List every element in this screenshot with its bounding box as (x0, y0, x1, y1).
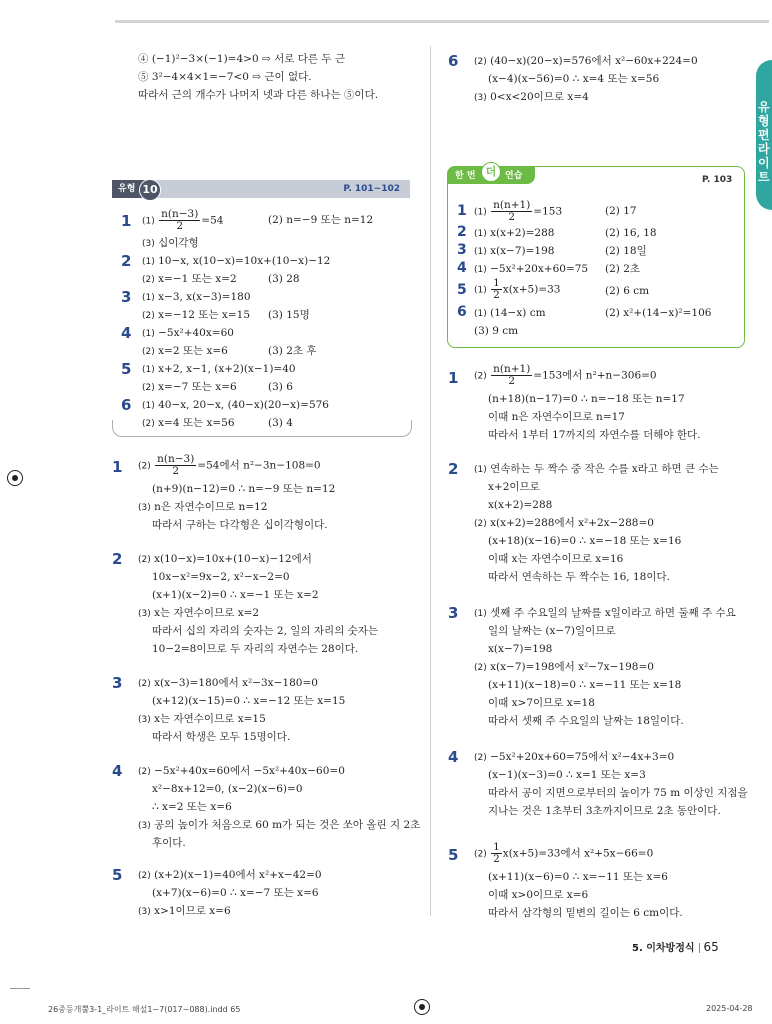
answer-part: (3) 2초 후 (268, 345, 317, 357)
fraction: $\frac{1}{2}$ (493, 277, 500, 301)
solution-line: (2) (40−x)(20−x)=576에서 x²−60x+224=0 (474, 55, 698, 67)
solution-line: 10x−x²=9x−2, x²−x−2=0 (152, 571, 290, 583)
solution-line: 일의 날짜는 (x−7)일이므로 (488, 625, 616, 637)
practice-part: (2) 16, 18 (605, 227, 657, 239)
practice-tab-label-right: 연습 (505, 171, 523, 181)
fraction: $\frac{n(n+1)}{2}$ (493, 199, 531, 223)
footer-date: 2025-04-28 (706, 1004, 753, 1013)
solution-line: (x−1)(x−3)=0 ∴ x=1 또는 x=3 (488, 769, 646, 781)
answer-number: 5 (121, 360, 132, 378)
registration-mark-left (7, 470, 23, 486)
practice-row: (1) $\frac{n(n+1)}{2}$ =153 (474, 199, 563, 223)
answers-box-bottom (112, 420, 412, 437)
solution-number: 4 (448, 748, 459, 766)
practice-row: (1) x(x+2)=288 (474, 227, 555, 239)
answer-row: (2) x=2 또는 x=6 (142, 345, 228, 357)
solution-line: (3) 0<x<20이므로 x=4 (474, 91, 589, 103)
page-number: 65 (703, 940, 719, 954)
answer-number: 4 (121, 324, 132, 342)
solution-number: 3 (112, 674, 123, 692)
solution-line: 따라서 연속하는 두 짝수는 16, 18이다. (488, 571, 670, 583)
folio-separator (699, 943, 700, 953)
practice-number: 4 (457, 260, 467, 276)
solution-line: x²−8x+12=0, (x−2)(x−6)=0 (152, 783, 303, 795)
answer-row: (3) 십이각형 (142, 237, 199, 249)
practice-part: (2) 18일 (605, 245, 647, 257)
solution-line: (2) x(10−x)=10x+(10−x)−12에서 (138, 553, 312, 565)
practice-row: (1) $\frac{1}{2}$ x(x+5)=33 (474, 277, 561, 301)
answer-row: (1) 40−x, 20−x, (40−x)(20−x)=576 (142, 399, 329, 411)
banner-number: 10 (139, 179, 161, 201)
answer-row: (2) x=−12 또는 x=15 (142, 309, 251, 321)
answer-part: (3) 28 (268, 273, 300, 285)
solution-line: (3) x는 자연수이므로 x=15 (138, 713, 266, 725)
answer-row: (2) x=4 또는 x=56 (142, 417, 235, 429)
solution-line: (3) x>1이므로 x=6 (138, 905, 231, 917)
practice-tab (447, 166, 535, 184)
answer-row: (1) x−3, x(x−3)=180 (142, 291, 251, 303)
practice-tab-circle: 더 (481, 162, 501, 182)
solution-number: 1 (112, 458, 123, 476)
solution-line: 이때 n은 자연수이므로 n=17 (488, 411, 625, 423)
column-divider (430, 46, 431, 916)
answer-part: (2) n=−9 또는 n=12 (268, 214, 374, 226)
solution-line: (2) $\frac{1}{2}$ x(x+5)=33에서 x²+5x−66=0 (474, 841, 654, 865)
solution-line: 따라서 삼각형의 밑변의 길이는 6 cm이다. (488, 907, 683, 919)
practice-part: (2) 17 (605, 205, 637, 217)
solution-number: 2 (448, 460, 459, 478)
banner-page-ref: P. 101~102 (343, 184, 400, 194)
answer-row: (1) x+2, x−1, (x+2)(x−1)=40 (142, 363, 296, 375)
solution-line: (2) x(x−3)=180에서 x²−3x−180=0 (138, 677, 318, 689)
solution-line: (2) $\frac{n(n+1)}{2}$ =153에서 n²+n−306=0 (474, 363, 657, 387)
answer-number: 1 (121, 212, 132, 230)
solution-line: (3) x는 자연수이므로 x=2 (138, 607, 260, 619)
solution-number: 5 (448, 846, 459, 864)
practice-row: (1) −5x²+20x+60=75 (474, 263, 589, 275)
answer-row: (2) x=−1 또는 x=2 (142, 273, 237, 285)
practice-number: 5 (457, 282, 467, 298)
solution-line: (x+12)(x−15)=0 ∴ x=−12 또는 x=15 (152, 695, 346, 707)
solution-number: 5 (112, 866, 123, 884)
practice-part: (2) 6 cm (605, 285, 650, 297)
solution-number: 2 (112, 550, 123, 568)
solution-number: 1 (448, 369, 459, 387)
solution-line: (1) 연속하는 두 짝수 중 작은 수를 x라고 하면 큰 수는 (474, 463, 719, 475)
answer-number: 3 (121, 288, 132, 306)
practice-number: 6 (457, 304, 467, 320)
practice-part: (2) x²+(14−x)²=106 (605, 307, 712, 319)
solution-line: (2) x(x+2)=288에서 x²+2x−288=0 (474, 517, 654, 529)
solution-line: 이때 x>0이므로 x=6 (488, 889, 589, 901)
text-line: 따라서 근의 개수가 나머지 넷과 다른 하나는 ⑤이다. (138, 89, 379, 101)
solution-line: (3) n은 자연수이므로 n=12 (138, 501, 268, 513)
fraction: $\frac{1}{2}$ (493, 841, 500, 865)
text-line: ④ (−1)²−3×(−1)=4>0 ⇨ 서로 다른 두 근 (138, 53, 345, 65)
solution-line: x(x−7)=198 (488, 643, 553, 655)
solution-number: 4 (112, 762, 123, 780)
solution-number: 6 (448, 52, 459, 70)
solution-line: 이때 x>7이므로 x=18 (488, 697, 595, 709)
solution-line: (x+1)(x−2)=0 ∴ x=−1 또는 x=2 (152, 589, 319, 601)
text-line: ⑤ 3²−4×4×1=−7<0 ⇨ 근이 없다. (138, 71, 312, 83)
practice-row: (1) (14−x) cm (474, 307, 546, 319)
answer-part: (3) 15명 (268, 309, 310, 321)
practice-row: (1) x(x−7)=198 (474, 245, 555, 257)
solution-line: (1) 셋째 주 수요일의 날짜를 x일이라고 하면 둘째 주 수요 (474, 607, 736, 619)
solution-line: 지나는 것은 1초부터 3초까지이므로 2초 동안이다. (488, 805, 721, 817)
page-folio (632, 939, 719, 954)
type-banner (112, 180, 410, 198)
fraction: $\frac{n(n+1)}{2}$ (493, 363, 531, 387)
practice-tab-label-left: 한 번 (455, 171, 476, 181)
solution-line: (3) 공의 높이가 처음으로 60 m가 되는 것은 쏘아 올린 지 2초 (138, 819, 421, 831)
solution-line: x+2이므로 (488, 481, 540, 493)
solution-line: (2) x(x−7)=198에서 x²−7x−198=0 (474, 661, 654, 673)
solution-line: 따라서 구하는 다각형은 십이각형이다. (152, 519, 328, 531)
solution-line: 10−2=8이므로 두 자리의 자연수는 28이다. (152, 643, 359, 655)
practice-part: (2) 2초 (605, 263, 641, 275)
solution-line: (n+9)(n−12)=0 ∴ n=−9 또는 n=12 (152, 483, 336, 495)
fraction: $\frac{n(n-3)}{2}$ (161, 208, 199, 232)
answer-part: (3) 6 (268, 381, 293, 393)
solution-line: 이때 x는 자연수이므로 x=16 (488, 553, 624, 565)
practice-row: (3) 9 cm (474, 325, 519, 337)
registration-mark-bottom (414, 999, 430, 1015)
solution-line: 따라서 공이 지면으로부터의 높이가 75 m 이상인 지점을 (488, 787, 748, 799)
footer-file-info: 26중등개뿔3-1_라이트 해설1~7(017~088).indd 65 (48, 1005, 241, 1014)
top-rule (115, 20, 769, 23)
solution-line: 후이다. (152, 837, 186, 849)
solution-line: (2) (x+2)(x−1)=40에서 x²+x−42=0 (138, 869, 322, 881)
practice-number: 2 (457, 224, 467, 240)
practice-number: 3 (457, 242, 467, 258)
solution-line: 따라서 셋째 주 수요일의 날짜는 18일이다. (488, 715, 684, 727)
solution-line: (x−4)(x−56)=0 ∴ x=4 또는 x=56 (488, 73, 660, 85)
side-tab-label: 유형편 라이트 (758, 100, 770, 184)
solution-line: 따라서 십의 자리의 숫자는 2, 일의 자리의 숫자는 (152, 625, 379, 637)
answer-row: (2) x=−7 또는 x=6 (142, 381, 237, 393)
solution-line: ∴ x=2 또는 x=6 (152, 801, 232, 813)
answer-number: 2 (121, 252, 132, 270)
crop-line (10, 988, 30, 989)
solution-line: (2) $\frac{n(n-3)}{2}$ =54에서 n²−3n−108=0 (138, 453, 321, 477)
solution-line: 따라서 1부터 17까지의 자연수를 더해야 한다. (488, 429, 701, 441)
answer-number: 6 (121, 396, 132, 414)
banner-tag: 유형 (112, 180, 152, 198)
solution-line: (x+11)(x−18)=0 ∴ x=−11 또는 x=18 (488, 679, 682, 691)
practice-number: 1 (457, 203, 467, 219)
solution-line: 따라서 학생은 모두 15명이다. (152, 731, 291, 743)
solution-line: x(x+2)=288 (488, 499, 553, 511)
answer-row: (1) −5x²+40x=60 (142, 327, 234, 339)
solution-number: 3 (448, 604, 459, 622)
practice-page-ref: P. 103 (702, 175, 733, 185)
answer-row: (1) 10−x, x(10−x)=10x+(10−x)−12 (142, 255, 331, 267)
solution-line: (2) −5x²+40x=60에서 −5x²+40x−60=0 (138, 765, 345, 777)
solution-line: (x+18)(x−16)=0 ∴ x=−18 또는 x=16 (488, 535, 682, 547)
solution-line: (n+18)(n−17)=0 ∴ n=−18 또는 n=17 (488, 393, 685, 405)
answer-row: (1) $\frac{n(n-3)}{2}$ =54 (142, 208, 224, 232)
solution-line: (x+11)(x−6)=0 ∴ x=−11 또는 x=6 (488, 871, 668, 883)
solution-line: (2) −5x²+20x+60=75에서 x²−4x+3=0 (474, 751, 675, 763)
solution-line: (x+7)(x−6)=0 ∴ x=−7 또는 x=6 (152, 887, 319, 899)
fraction: $\frac{n(n-3)}{2}$ (157, 453, 195, 477)
chapter-label: 5. 이차방정식 (632, 943, 695, 954)
answer-part: (3) 4 (268, 417, 293, 429)
